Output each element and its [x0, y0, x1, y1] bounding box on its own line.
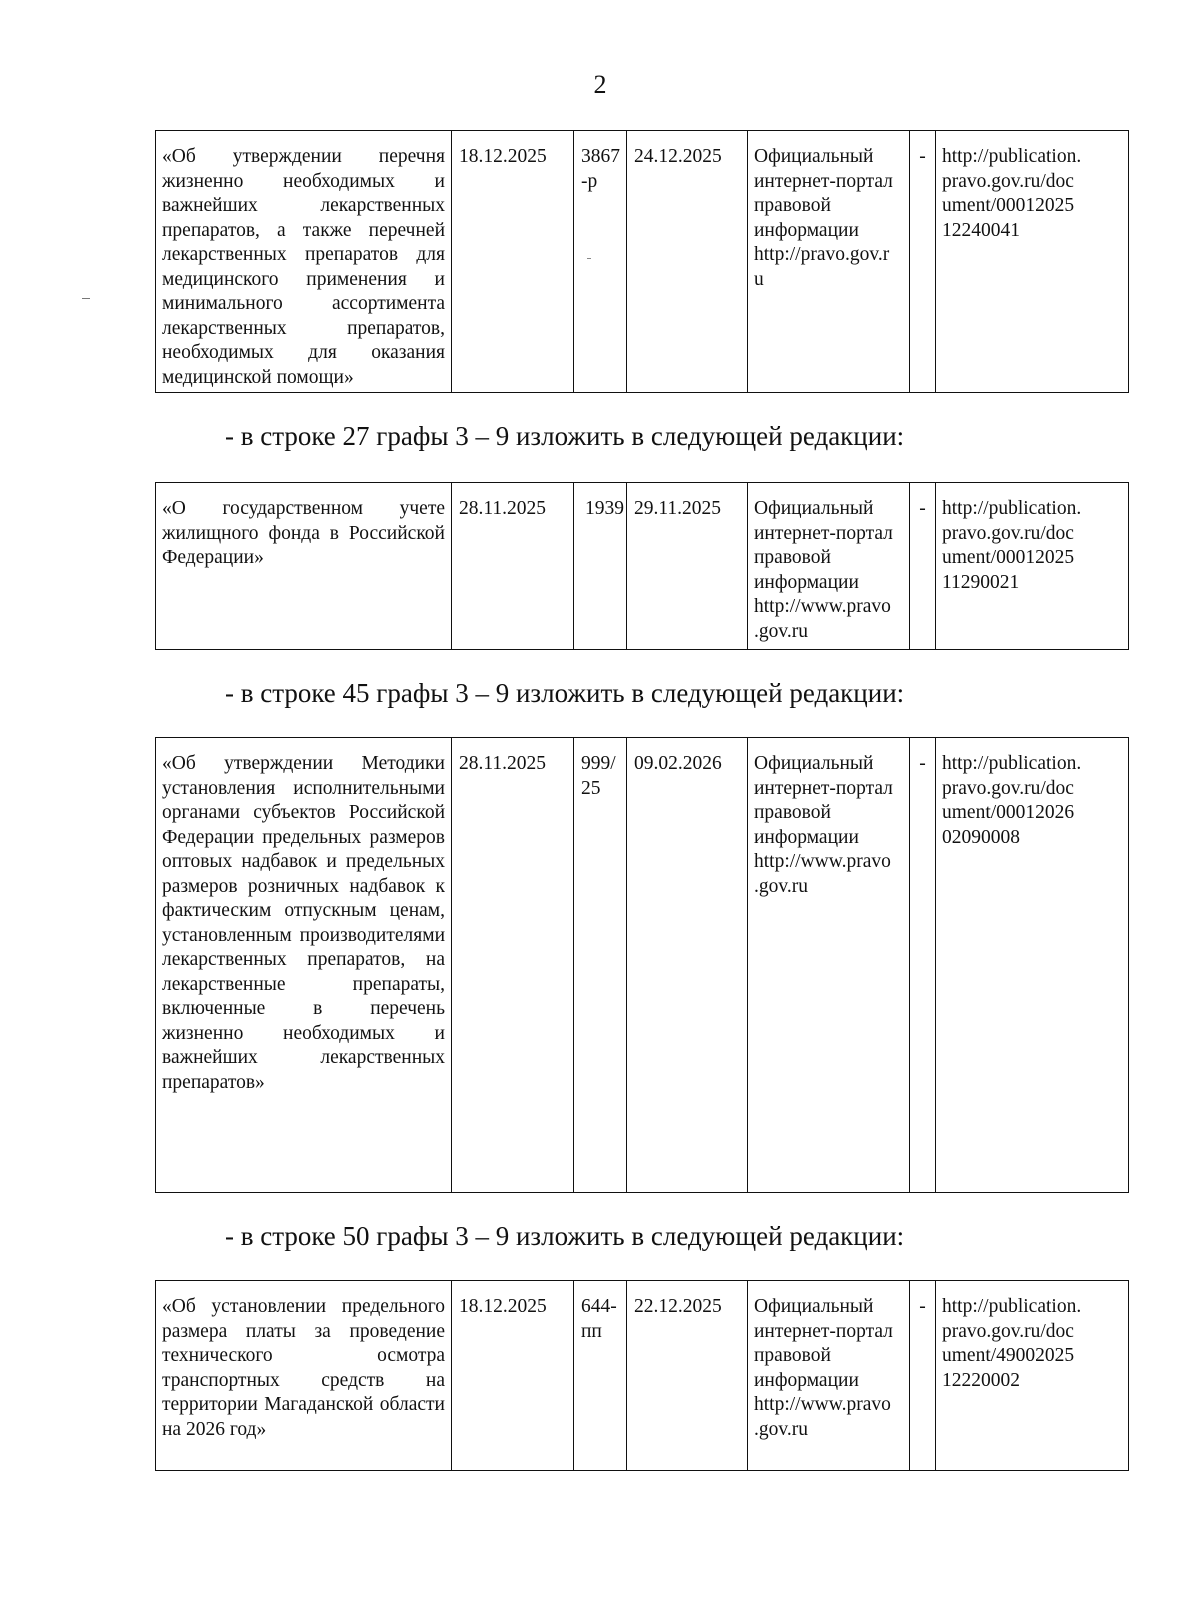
dash-cell — [910, 1281, 936, 1471]
publication-link-line: 12220002 — [942, 1369, 1020, 1391]
act-title: «О государственном учете жилищного фонда в Российской Федерации» — [162, 498, 445, 568]
source-line: правовой — [754, 1345, 831, 1366]
date-signed-cell — [452, 738, 574, 1193]
publication-link-line: 11290021 — [942, 571, 1020, 593]
dash-cell — [910, 131, 936, 393]
act-title-cell — [156, 738, 452, 1193]
source-line: информации — [754, 571, 859, 593]
date-signed-cell — [452, 1281, 574, 1471]
act-number-cell — [574, 1281, 627, 1471]
act-number-line: 3867 — [581, 146, 620, 167]
document-table-4 — [155, 1280, 1129, 1471]
publication-link-line: 12240041 — [942, 219, 1020, 241]
source-line: Официальный — [754, 753, 874, 774]
source-line: информации — [754, 219, 859, 241]
date-published-cell — [627, 483, 748, 650]
document-table-3 — [155, 737, 1129, 1193]
table-row — [156, 483, 1129, 650]
stray-mark — [82, 298, 90, 299]
source-cell — [748, 483, 910, 650]
act-number-line: 1939 — [585, 498, 624, 519]
source-line: http://www.pravo — [754, 596, 891, 617]
publication-link-line: ument/00012026 — [942, 802, 1075, 823]
date-signed-cell — [452, 131, 574, 393]
source-line: .gov.ru — [754, 620, 808, 642]
publication-link-line: pravo.gov.ru/doc — [942, 1320, 1074, 1342]
table-row — [156, 131, 1129, 393]
source-line: http://pravo.gov.r — [754, 244, 890, 265]
source-cell — [748, 131, 910, 393]
act-number-cell — [574, 483, 627, 650]
source-line: правовой — [754, 547, 831, 568]
dash-cell — [910, 483, 936, 650]
document-table-1 — [155, 130, 1129, 393]
publication-link-line: http://publication. — [942, 146, 1082, 167]
page-number: 2 — [593, 70, 607, 99]
link-cell — [936, 738, 1129, 1193]
publication-link-line: ument/00012025 — [942, 547, 1075, 568]
publication-link-line: http://publication. — [942, 1296, 1082, 1317]
dash: - — [919, 146, 926, 167]
source-cell — [748, 1281, 910, 1471]
dash: - — [919, 498, 926, 519]
publication-link-line: 02090008 — [942, 826, 1020, 848]
amendment-instruction: - в строке 45 графы 3 – 9 изложить в следующей редакции: — [225, 678, 905, 708]
publication-link-line: pravo.gov.ru/doc — [942, 522, 1074, 544]
act-number-line: 25 — [581, 777, 601, 799]
link-cell — [936, 483, 1129, 650]
source-line: Официальный — [754, 1296, 874, 1317]
table-row — [156, 1281, 1129, 1471]
source-line: интернет-портал — [754, 1320, 893, 1342]
link-cell — [936, 1281, 1129, 1471]
act-number-line: -р — [581, 170, 598, 192]
dash: - — [919, 753, 926, 774]
source-line: .gov.ru — [754, 1418, 808, 1440]
dash-cell — [910, 738, 936, 1193]
source-line: интернет-портал — [754, 170, 893, 192]
source-line: u — [754, 268, 764, 290]
act-number-cell — [574, 131, 627, 393]
amendment-instruction: - в строке 27 графы 3 – 9 изложить в следующей редакции: — [225, 421, 905, 451]
act-number-cell — [574, 738, 627, 1193]
date-signed: 28.11.2025 — [459, 753, 547, 774]
act-title: «Об утверждении перечня жизненно необходимых и важнейших лекарственных препаратов, а также перечней лекарственных препаратов для медицинского применения и минимального ассортимента лекарственных препаратов, необходимых для оказания медицинской помощи» — [162, 146, 445, 388]
date-signed: 28.11.2025 — [459, 498, 547, 519]
source-line: интернет-портал — [754, 522, 893, 544]
source-line: http://www.pravo — [754, 851, 891, 872]
source-line: .gov.ru — [754, 875, 808, 897]
date-published-cell — [627, 131, 748, 393]
source-cell — [748, 738, 910, 1193]
source-line: интернет-портал — [754, 777, 893, 799]
act-title-cell — [156, 1281, 452, 1471]
publication-link-line: http://publication. — [942, 753, 1082, 774]
publication-link-line: pravo.gov.ru/doc — [942, 170, 1074, 192]
source-line: http://www.pravo — [754, 1394, 891, 1415]
dash: - — [919, 1296, 926, 1317]
date-published: 09.02.2026 — [634, 753, 722, 774]
act-title: «Об утверждении Методики установления исполнительными органами субъектов Российской Федерации предельных размеров оптовых надбавок и предельных размеров розничных надбавок к фактическим отпускным ценам, установленным производителями лекарственных препаратов, на лекарственные препараты, включенные в перечень жизненно необходимых и важнейших лекарственных препаратов» — [162, 753, 445, 1093]
act-number-line: 644- — [581, 1296, 617, 1317]
date-signed-cell — [452, 483, 574, 650]
source-line: информации — [754, 826, 859, 848]
date-signed: 18.12.2025 — [459, 146, 547, 167]
publication-link-line: pravo.gov.ru/doc — [942, 777, 1074, 799]
document-table-2 — [155, 482, 1129, 650]
act-title-cell — [156, 483, 452, 650]
act-title-cell — [156, 131, 452, 393]
date-published: 22.12.2025 — [634, 1296, 722, 1317]
source-line: Официальный — [754, 498, 874, 519]
faint-mark — [587, 258, 591, 259]
publication-link-line: ument/49002025 — [942, 1345, 1075, 1366]
date-published-cell — [627, 1281, 748, 1471]
source-line: правовой — [754, 195, 831, 216]
table-row — [156, 738, 1129, 1193]
source-line: правовой — [754, 802, 831, 823]
date-published-cell — [627, 738, 748, 1193]
source-line: информации — [754, 1369, 859, 1391]
link-cell — [936, 131, 1129, 393]
act-number-line: пп — [581, 1320, 602, 1342]
date-published: 29.11.2025 — [634, 498, 722, 519]
publication-link-line: http://publication. — [942, 498, 1082, 519]
act-title: «Об установлении предельного размера платы за проведение технического осмотра транспортных средств на территории Магаданской области на 2026 год» — [162, 1296, 445, 1440]
act-number-line: 999/ — [581, 753, 616, 774]
date-signed: 18.12.2025 — [459, 1296, 547, 1317]
source-line: Официальный — [754, 146, 874, 167]
publication-link-line: ument/00012025 — [942, 195, 1075, 216]
date-published: 24.12.2025 — [634, 146, 722, 167]
amendment-instruction: - в строке 50 графы 3 – 9 изложить в следующей редакции: — [225, 1221, 905, 1251]
